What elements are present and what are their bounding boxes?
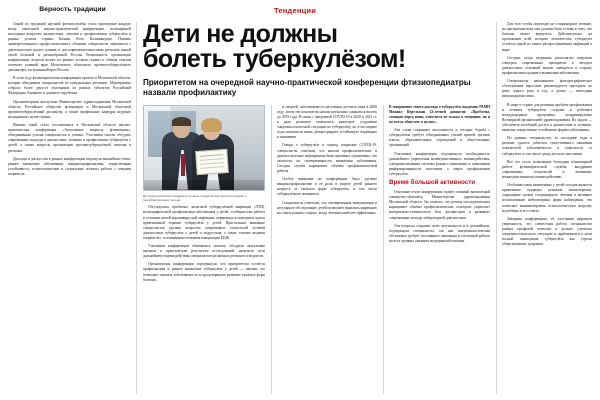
paragraph: Всё это стало возможным благодаря планомерной работе фтизиатрической службы, внедрению современных технологий и активному межведомственному взаимодействию. bbox=[502, 159, 592, 179]
paragraph: Организаторы конференции подчеркнули, что приоритетом остаётся профилактика и раннее выявление туберкулёза у детей — именно это позволяет снижать заболеваемость и предотвращать развитие тяжёлых форм болезни. bbox=[143, 262, 265, 282]
column-left bbox=[8, 22, 137, 394]
paragraph: Особое внимание на конференции было уделено вакцинопрофилактике и её роли в защите детей раннего возраста от тяжёлых форм туберкулёза, в том числе туберкулёзного менингита. bbox=[277, 177, 377, 197]
photo-caption: На торжественном открытии лучшим специалистам вручили награды и благодарственные письма. bbox=[143, 193, 247, 202]
photo-certificate bbox=[195, 149, 229, 175]
column-right bbox=[496, 22, 592, 394]
paragraph: Участники конференции подчеркнули необходимость дальнейшего укрепления межведомственного взаимодействия, совершенствования системы раннего выявления и повышения информированности населения о мерах профилактики туберкулёза. bbox=[389, 151, 490, 177]
photo-man-hair bbox=[172, 117, 191, 126]
paragraph: В этом году фтизиатрическая конференция прошла в Московской области, которая объединила специалистов из центральных регионов. Мероприятие собрало более двухсот участников из разных субъектов Российской Федерации, ближнего и дальнего зарубежья. bbox=[8, 76, 131, 96]
paragraph: Завершая конференцию, её участники выразили уверенность, что совместная работа специалистов разных профилей позволит и дальше улучшать эпидемиологическую ситуацию и приближаться к цели полной ликвидации туберкулёза как угрозы общественному здоровью. bbox=[502, 216, 592, 247]
paragraph: Специалисты отметили, что своевременная иммунизация и регулярное обследование детей позволяют выявлять инфекцию на самых ранних стадиях, когда лечение наиболее эффективно. bbox=[277, 200, 377, 215]
paragraph: Одной из традиций научной фтизиослужбы стало проведение каждую весну ежегодной научно-практической конференции, посвящённой насущным вопросам диагностики, лечения и профилактики туберкулёза в разных уголках страны: Казани, Ялте, Калининграде. Помимо заинтересованного профессионального общения специалисты знакомятся с деятельностью коллег, клиник и достопримечательностями регионов нашей такой большой и разнообразной России. Возможность организации конференции, встречи коллег из разных уголков страны и обмена опытом отмечает главный врач Московского областного противотуберкулёзного диспансера, заслуженный врач России. bbox=[8, 22, 131, 72]
article-photo bbox=[143, 105, 265, 191]
paragraph: По данным специалистов, за последние годы в регионе удалось добиться существенного снижения показателей заболеваемости и смертности от туберкулёза, в том числе среди детского населения. bbox=[502, 136, 592, 156]
column-main-c bbox=[383, 105, 490, 394]
paragraph: Говоря о туберкулёзе в период пандемии COVID-19, специалисты отмечали, что многие профилактические и диагностические мероприятия были временно ограничены, что сказалось на своевременности выявления заболевания. Сегодня служба наращивает объёмы профилактической работы. bbox=[277, 143, 377, 174]
article-deck: Приоритетом на очередной научно-практической конференции фтизиопедиатры назвали профилактику bbox=[143, 78, 471, 97]
column-main bbox=[143, 22, 490, 394]
paragraph: Именно такой стала состоявшаяся в Московской области научно-практическая конференция «Актуальные вопросы фтизиатрии», объединившая усилия специалистов и учёных. Участники смогли обсудить современные подходы к диагностике, лечению и профилактике туберкулёза у детей, а также вопросы организации противотуберкулёзной помощи в регионах. bbox=[8, 122, 131, 153]
paragraph: Эти слова сохраняют актуальность и сегодня: борьба с туберкулёзом требует объединённых усилий врачей, органов власти, образовательных учреждений и общественных организаций. bbox=[389, 128, 490, 148]
page-title bbox=[143, 22, 490, 72]
paragraph: Участники конференции обменялись опытом, обсудили актуальные научные и практические результаты исследований, наметили пути дальнейшего взаимодействия специалистов различных регионов и ведомств. bbox=[143, 244, 265, 259]
paragraph: Сегодня, когда медицина располагает широким спектром современных препаратов и методов диагностики, основной акцент смещается в сторону профилактики и раннего выявления заболевания. bbox=[502, 55, 592, 75]
paragraph: Для того чтобы переходят на стационарное лечение, на протяжении века они должны быть готовы к тому, что болезнь может вернуться. Действительно, на протяжении всей истории человечества туберкулёз остаётся одной из самых распространённых инфекций в мире. bbox=[502, 22, 592, 52]
paragraph: Эти вопросы сохранят свою актуальность и в дальнейшем, подчеркнули специалисты, так как эпидемиологическая обстановка требует постоянного внимания и системной работы на всех уровнях оказания медицинской помощи. bbox=[389, 223, 490, 243]
paragraph: В мире и стране для решения проблем профилактики и лечения туберкулёза созданы и работают международные программы, координируемые Всемирной организацией здравоохранения. Их задача — обеспечить всеобщий доступ к диагностике и лечению, включая лекарственно-устойчивые формы заболевания. bbox=[502, 102, 592, 133]
paragraph: Обсуждались проблемы латентной туберкулёзной инфекции (ЛТИ), неспецифической профилактики заболевания у детей, особенностям работы в условиях новой коронавирусной инфекции, первичные и повторные курсы превентивной терапии туберкулёза у детей. Пристальное внимание специалистов уделено вопросам современных технологий лучевой диагностики туберкулёза у детей и подростков, а также тактике ведения пациентов с осложнённым течением вакцинации БЦЖ. bbox=[143, 205, 265, 240]
paragraph: Основные итоги конференции подвёл главный внештатный специалист-фтизиатр Министерства здравоохранения Московской области. Он отметил, что регион последовательно наращивает объёмы профилактических осмотров, укрепляет материально-техническую базу диспансеров и развивает современные методы лабораторной диагностики. bbox=[389, 189, 490, 220]
paragraph: Специалисты напоминают: флюорографическое обследование взрослым рекомендуется проходить не реже одного раза в год, а детям — ежегодная иммунодиагностика. bbox=[502, 79, 592, 99]
column-main-a bbox=[143, 105, 265, 394]
photo-woman-hair bbox=[201, 118, 222, 132]
paragraph: Организаторами выступили Министерство здравоохранения Московской области, Российское общество фтизиатров и Московский областной противотуберкулёзный диспансер, а также профильные кафедры ведущих медицинских вузов страны. bbox=[8, 99, 131, 119]
article-body bbox=[8, 22, 592, 394]
column-main-b bbox=[271, 105, 377, 394]
main-subcolumns bbox=[143, 105, 490, 394]
photo-floor bbox=[144, 180, 264, 190]
rubric-label: Тенденции bbox=[274, 6, 317, 15]
top-bar bbox=[8, 6, 592, 20]
left-kicker: Верность традиции bbox=[39, 6, 106, 13]
paragraph: Доклады и дискуссии в рамках конференции затронули важнейшие темы: раннее выявление заболевания, вакцинопрофилактика, лекарственная устойчивость, психологические и социальные аспекты работы с семьями пациентов. bbox=[8, 156, 131, 176]
headline-line-2: болеть туберкулёзом! bbox=[143, 45, 406, 73]
paragraph-lede: В завершение своего доклада о туберкулёзе академик РАМН Михаил Перельман 22-летней давности: «Проблема, стоящая перед нами, относится не только к медицине, но и ко всему обществу в целом». bbox=[389, 104, 490, 125]
section-heading-activity: Время большой активности bbox=[389, 179, 476, 187]
paragraph: и смертей, заболеваемость населения достигла пика в 2000 году, затем эти показатели начали неуклонно снижаться вплоть до 2019 года. В связи с пандемией COVID-19 в 2020 и 2021 гг. в ряде регионов отмечалось некоторое ухудшение эпидемиологической ситуации по туберкулёзу, но в последние годы показатели вновь демонстрируют устойчивую тенденцию к снижению. bbox=[277, 104, 377, 140]
paragraph: Особенностями намеченные у детей сегодня является применение щадящих режимов химиотерапии, сокращение сроков стационарного лечения и активное использование амбулаторных форм наблюдения, что позволяет минимизировать психологическую нагрузку на ребёнка и его семью. bbox=[502, 183, 592, 213]
headline-line-1: Дети не должны bbox=[143, 20, 338, 48]
photo-man-tie bbox=[181, 154, 185, 176]
